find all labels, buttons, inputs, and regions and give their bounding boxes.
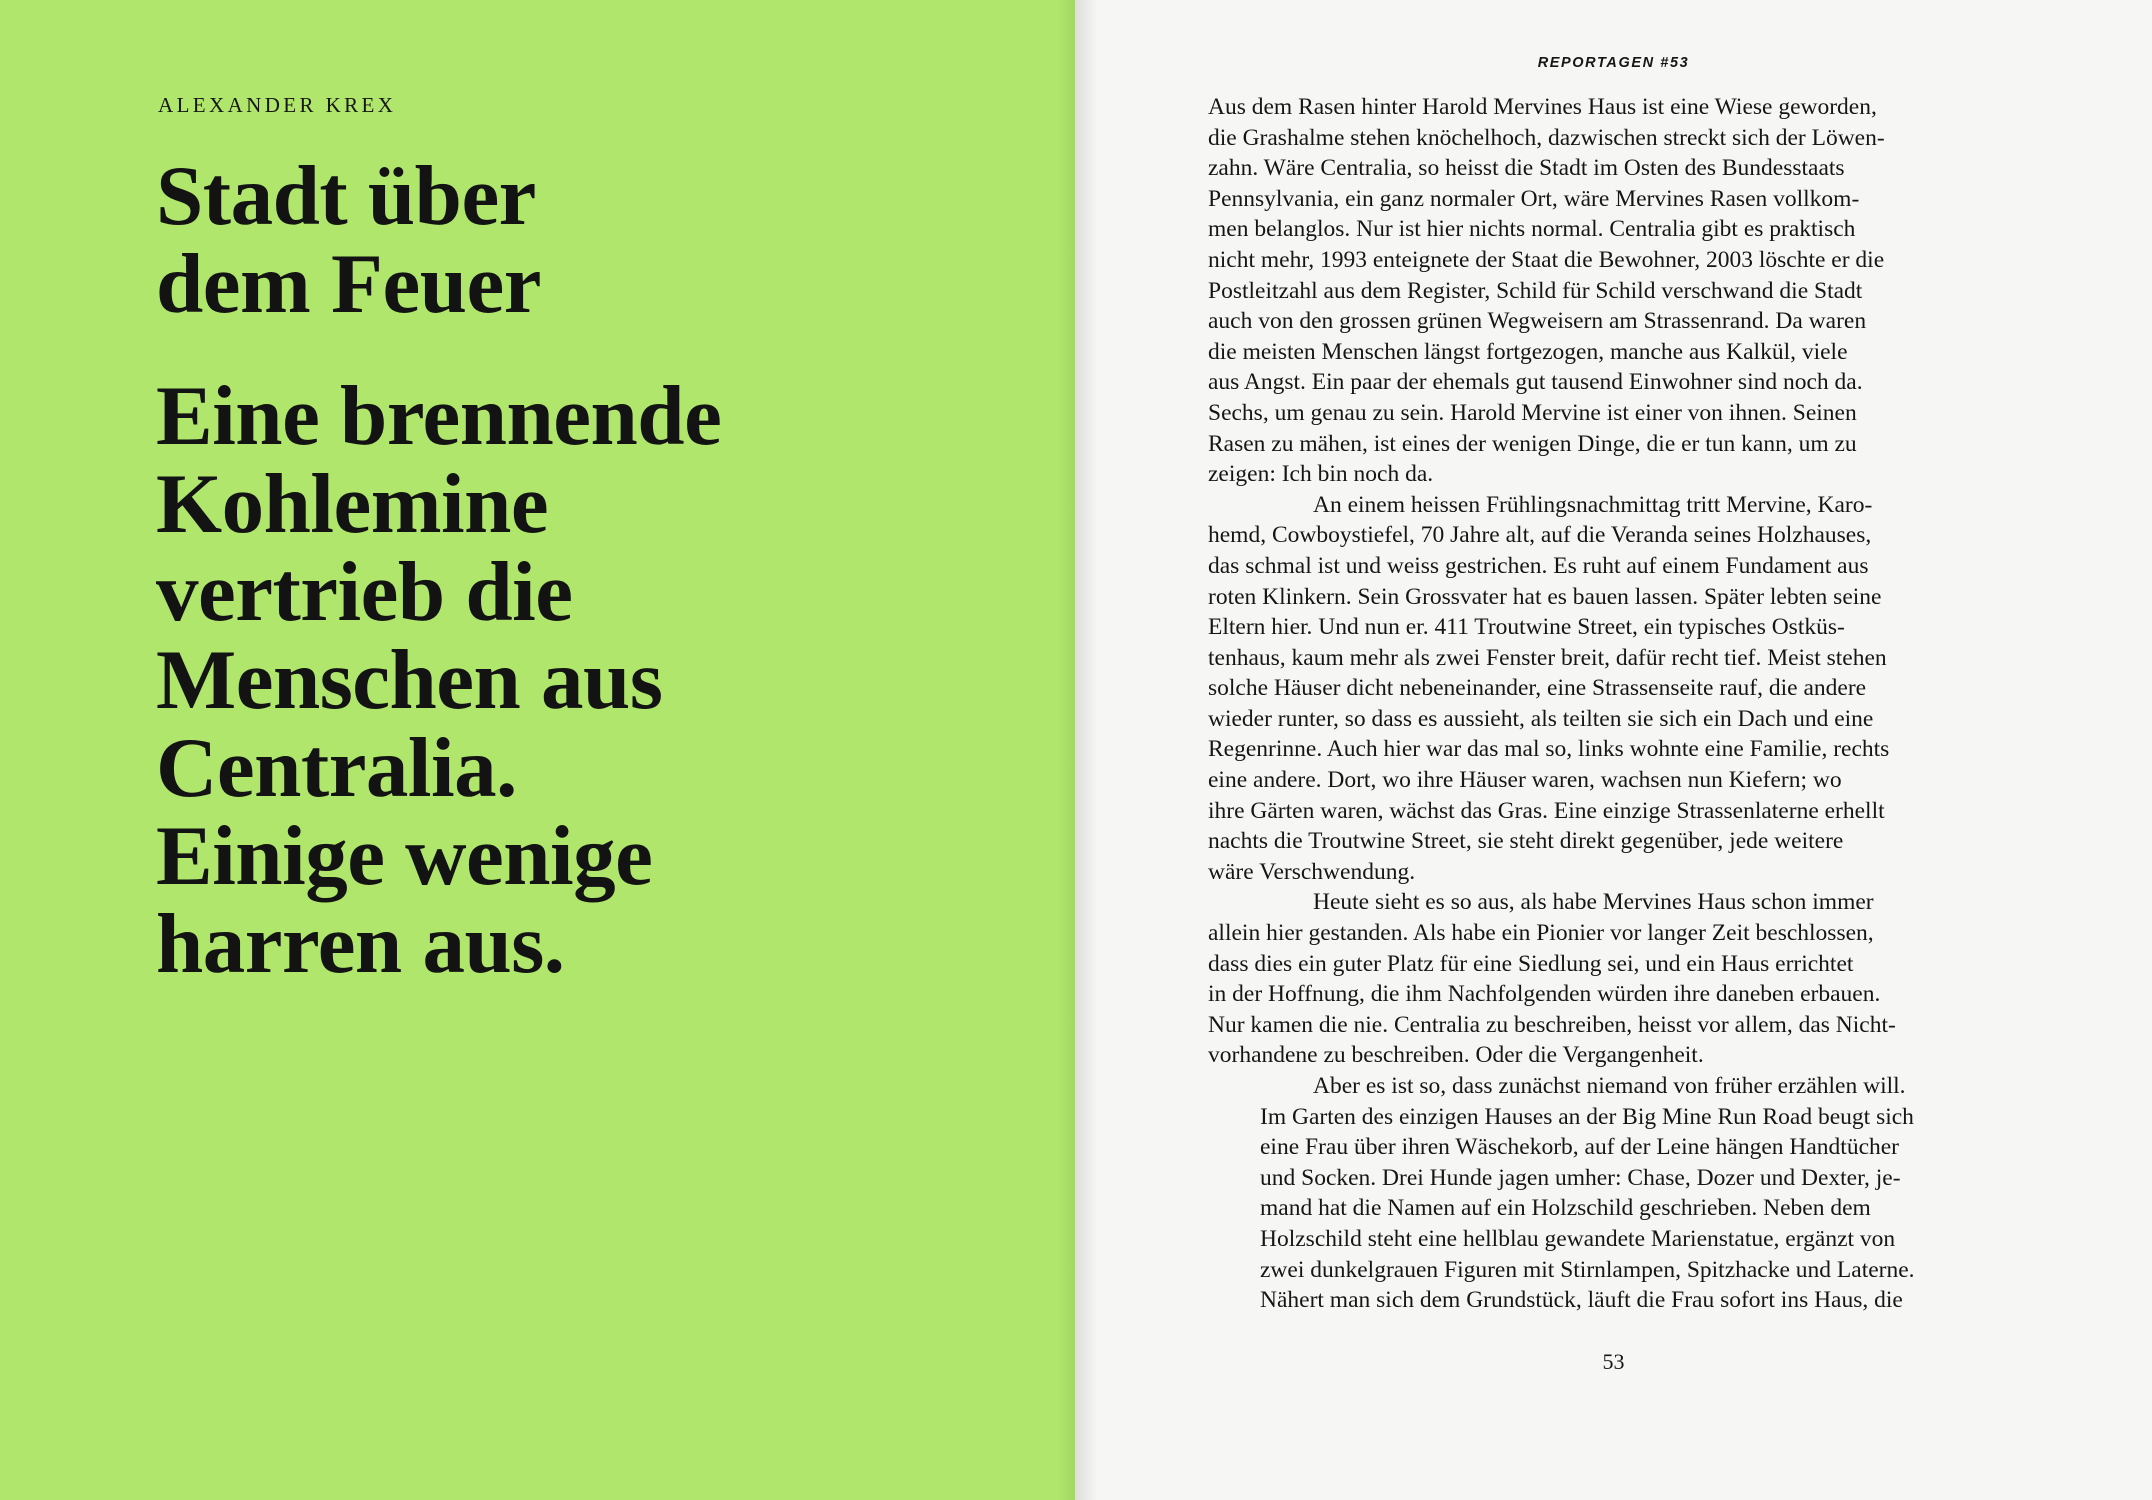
subtitle-line: harren aus. — [156, 897, 565, 991]
text-line: roten Klinkern. Sein Grossvater hat es bauen lassen. Später lebten seine — [1208, 583, 1882, 610]
text-line: Aus dem Rasen hinter Harold Mervines Haus ist eine Wiese geworden, — [1208, 94, 1877, 120]
text-line: vorhandene zu beschreiben. Oder die Vergangenheit. — [1208, 1042, 1704, 1069]
text-line: das schmal ist und weiss gestrichen. Es ruht auf einem Fundament aus — [1208, 552, 1869, 579]
text-line: men belanglos. Nur ist hier nichts normal. Centralia gibt es praktisch — [1208, 216, 1856, 243]
text-line: Aber es ist so, dass zunächst niemand von früher erzählen will. — [1313, 1073, 1906, 1099]
text-line: auch von den grossen grünen Wegweisern am Strassenrand. Da waren — [1208, 308, 1867, 335]
text-line: nicht mehr, 1993 enteignete der Staat die Bewohner, 2003 löschte er die — [1208, 246, 1885, 273]
subtitle-line: Einige wenige — [156, 809, 653, 903]
text-line: in der Hoffnung, die ihm Nachfolgenden würden ihre daneben erbauen. — [1208, 981, 1881, 1008]
gutter-shadow — [1075, 0, 1097, 1500]
left-page — [0, 0, 1075, 1500]
page-fold-shadow — [1057, 0, 1075, 1500]
text-line: Im Garten des einzigen Hauses an der Big Mine Run Road beugt sich — [1260, 1103, 1914, 1130]
text-line: eine Frau über ihren Wäschekorb, auf der Leine hängen Handtücher — [1260, 1134, 1900, 1161]
subtitle-line: vertrieb die — [156, 545, 573, 639]
subtitle-line: Kohlemine — [156, 457, 549, 551]
text-line: wieder runter, so dass es aussieht, als teilten sie sich ein Dach und eine — [1208, 705, 1874, 732]
text-line: die Grashalme stehen knöchelhoch, dazwischen streckt sich der Löwen- — [1208, 124, 1885, 151]
title-line: dem Feuer — [156, 237, 541, 331]
text-line: Pennsylvania, ein ganz normaler Ort, wäre Mervines Rasen vollkom- — [1208, 185, 1860, 212]
article-subtitle — [156, 369, 1036, 991]
article-title — [156, 149, 1036, 331]
text-line: nachts die Troutwine Street, sie steht direkt gegenüber, jede weitere — [1208, 828, 1844, 855]
text-line: Holzschild steht eine hellblau gewandete Marienstatue, ergänzt von — [1260, 1225, 1896, 1252]
text-line: Nur kamen die nie. Centralia zu beschreiben, heisst vor allem, das Nicht- — [1208, 1011, 1896, 1038]
text-line: Eltern hier. Und nun er. 411 Troutwine Street, ein typisches Ostküs- — [1208, 614, 1845, 641]
text-line: wäre Verschwendung. — [1208, 858, 1416, 885]
text-line: Postleitzahl aus dem Register, Schild für Schild verschwand die Stadt — [1208, 277, 1863, 304]
page-number: 53 — [1602, 1349, 1625, 1374]
text-line: eine andere. Dort, wo ihre Häuser waren, wachsen nun Kiefern; wo — [1208, 767, 1842, 794]
text-line: allein hier gestanden. Als habe ein Pionier vor langer Zeit beschlossen, — [1208, 920, 1874, 947]
title-line: Stadt über — [156, 149, 536, 243]
text-line: und Socken. Drei Hunde jagen umher: Chase, Dozer und Dexter, je- — [1260, 1164, 1901, 1191]
subtitle-line: Menschen aus — [156, 633, 663, 727]
text-line: Rasen zu mähen, ist eines der wenigen Dinge, die er tun kann, um zu — [1208, 430, 1857, 457]
running-head: REPORTAGEN #53 — [1537, 55, 1690, 71]
text-line: solche Häuser dicht nebeneinander, eine Strassenseite rauf, die andere — [1208, 675, 1867, 702]
subtitle-line: Centralia. — [156, 721, 517, 815]
text-line: An einem heissen Frühlingsnachmittag tritt Mervine, Karo- — [1313, 491, 1873, 518]
right-page — [1075, 0, 2152, 1500]
text-line: Nähert man sich dem Grundstück, läuft die Frau sofort ins Haus, die — [1260, 1287, 1903, 1314]
text-line: hemd, Cowboystiefel, 70 Jahre alt, auf die Veranda seines Holzhauses, — [1208, 522, 1872, 549]
text-line: zwei dunkelgrauen Figuren mit Stirnlampen, Spitzhacke und Laterne. — [1260, 1256, 1915, 1283]
text-line: Sechs, um genau zu sein. Harold Mervine ist einer von ihnen. Seinen — [1208, 399, 1857, 426]
text-line: zeigen: Ich bin noch da. — [1208, 461, 1434, 488]
text-line: die meisten Menschen längst fortgezogen, manche aus Kalkül, viele — [1208, 338, 1848, 365]
text-line: ihre Gärten waren, wächst das Gras. Eine einzige Strassenlaterne erhellt — [1208, 797, 1885, 824]
text-line: tenhaus, kaum mehr als zwei Fenster breit, dafür recht tief. Meist stehen — [1208, 644, 1887, 671]
text-line: aus Angst. Ein paar der ehemals gut tausend Einwohner sind noch da. — [1208, 369, 1863, 396]
text-line: mand hat die Namen auf ein Holzschild geschrieben. Neben dem — [1260, 1195, 1871, 1222]
author-name: ALEXANDER KREX — [158, 93, 397, 117]
text-line: Regenrinne. Auch hier war das mal so, links wohnte eine Familie, rechts — [1208, 736, 1890, 763]
text-line: Heute sieht es so aus, als habe Mervines Haus schon immer — [1313, 889, 1874, 916]
body-text — [1208, 92, 2152, 1316]
subtitle-line: Eine brennende — [156, 369, 722, 463]
text-line: dass dies ein guter Platz für eine Siedlung sei, und ein Haus errichtet — [1208, 950, 1854, 977]
text-line: zahn. Wäre Centralia, so heisst die Stadt im Osten des Bundesstaats — [1208, 155, 1845, 182]
